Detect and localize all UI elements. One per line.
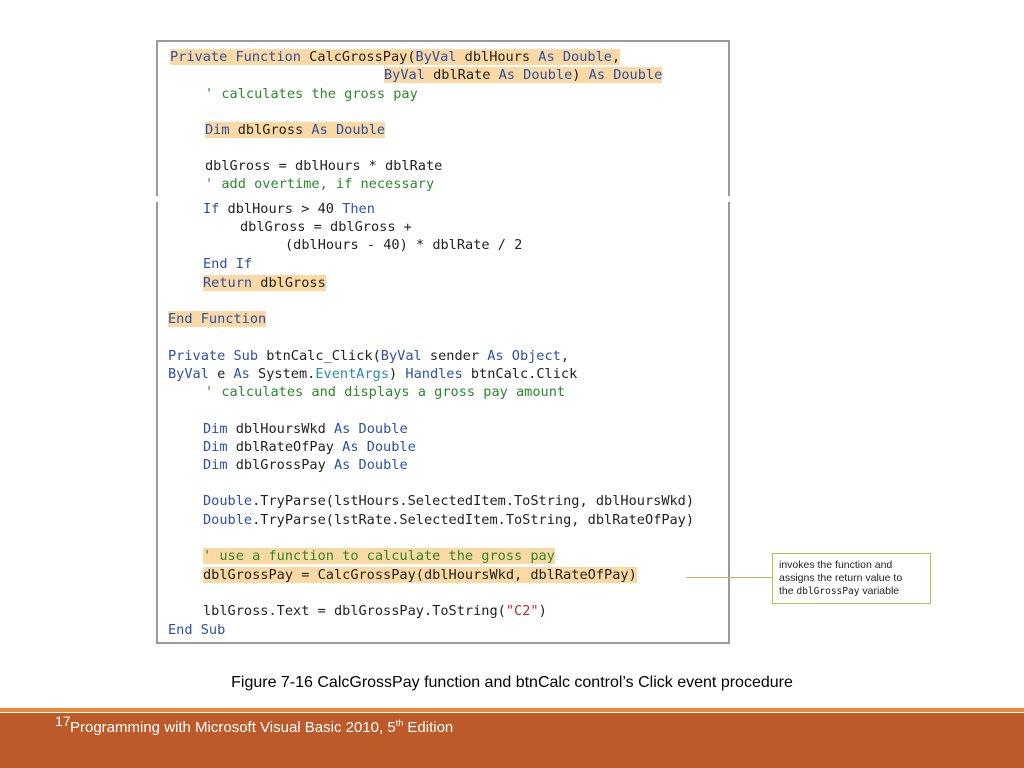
code-line-assign-gross: dblGross = dblHours * dblRate: [205, 158, 443, 174]
invoke-text: dblGrossPay = CalcGrossPay(dblHoursWkd, dblRateOfPay): [203, 567, 637, 583]
keyword: As Double: [311, 122, 386, 138]
keyword: As Double: [498, 67, 573, 83]
end-function-text: End Function: [168, 311, 267, 327]
code-line-end-sub: End Sub: [168, 622, 226, 638]
keyword: ByVal: [415, 49, 457, 65]
code-line-function-signature-1: [170, 48, 620, 66]
code-line-return: [203, 274, 326, 292]
code-line-overtime-assign: dblGross = dblGross +: [240, 219, 412, 235]
type-name: EventArgs: [315, 366, 390, 382]
code-line-sub-signature-1: [168, 347, 569, 365]
footer-title-end: Edition: [403, 719, 454, 736]
code-line-dim-grosspay: [203, 456, 408, 474]
code-line-dim-dblgross: [205, 121, 385, 139]
callout-box: [772, 553, 931, 604]
punctuation: ,: [611, 49, 621, 65]
keyword: Dim: [203, 457, 228, 473]
footer-bar: [0, 713, 1024, 768]
identifier: dblRateOfPay: [227, 439, 343, 455]
punctuation: ): [389, 366, 398, 382]
footer-title-main: Programming with Microsoft Visual Basic 2010, 5: [70, 719, 396, 736]
comment-text: ' use a function to calculate the gross pay: [203, 548, 555, 564]
keyword: As Double: [333, 457, 408, 473]
callout-text-2: assigns the return value to: [779, 572, 903, 584]
code-line-dim-rateofpay: [203, 438, 416, 456]
keyword: As Double: [333, 421, 408, 437]
keyword: As: [233, 366, 250, 382]
keyword: As Double: [580, 67, 663, 83]
code-line-sub-signature-2: [168, 365, 577, 383]
code-line-function-signature-2: [384, 66, 662, 84]
identifier: dblHours > 40: [219, 201, 343, 217]
footer-title: [70, 718, 453, 736]
identifier: .TryParse(lstRate.SelectedItem.ToString, dblRateOfPay): [252, 512, 695, 528]
punctuation: ): [572, 67, 581, 83]
keyword: Dim: [205, 122, 230, 138]
identifier: btnCalc.Click: [462, 366, 578, 382]
code-line-invoke-function: [203, 566, 637, 584]
code-comment-overtime: ' add overtime, if necessary: [205, 176, 435, 192]
keyword: As Double: [538, 49, 612, 65]
figure-caption: Figure 7-16 CalcGrossPay function and btnCalc control’s Click event procedure: [231, 674, 793, 691]
keyword: Handles: [397, 366, 463, 382]
identifier: dblRate: [424, 67, 499, 83]
panel-border-break-left: [154, 196, 158, 202]
identifier: System.: [249, 366, 316, 382]
identifier: lblGross.Text = dblGrossPay.ToString(: [203, 603, 506, 619]
keyword: Double: [203, 512, 253, 528]
keyword: Double: [203, 493, 253, 509]
panel-border-break-right: [728, 196, 732, 202]
callout-leader-line: [686, 577, 772, 578]
code-line-overtime-expr: (dblHours - 40) * dblRate / 2: [285, 237, 523, 253]
footer-rule: [0, 708, 1024, 712]
footer-title-sup: th: [395, 718, 404, 728]
code-line-set-label: [203, 602, 547, 620]
slide-number: 17: [55, 713, 71, 729]
keyword: Private Function: [170, 49, 301, 65]
code-line-end-if: End If: [203, 256, 253, 272]
keyword: Return: [203, 275, 253, 291]
keyword: Dim: [203, 421, 228, 437]
code-line-dim-hourswkd: [203, 420, 408, 438]
callout-text-3c: variable: [859, 585, 900, 597]
callout-variable-name: dblGrossPay: [796, 586, 860, 597]
keyword: As Double: [342, 439, 416, 455]
identifier: CalcGrossPay(: [300, 49, 416, 65]
code-line-if: [203, 200, 375, 218]
code-line-tryparse-rate: [203, 511, 694, 529]
keyword: Private Sub: [168, 348, 259, 364]
identifier: dblGross: [229, 122, 312, 138]
string-literal: "C2": [505, 603, 539, 619]
identifier: sender: [421, 348, 488, 364]
punctuation: ): [538, 603, 547, 619]
code-line-end-function: [168, 310, 266, 328]
identifier: dblGross: [252, 275, 326, 291]
callout-text-3a: the: [779, 585, 797, 597]
callout-text-3: [779, 585, 924, 598]
punctuation: ,: [560, 348, 570, 364]
identifier: dblHoursWkd: [227, 421, 334, 437]
identifier: e: [208, 366, 234, 382]
keyword: Dim: [203, 439, 228, 455]
code-comment-calculates-displays: ' calculates and displays a gross pay amount: [205, 384, 566, 400]
identifier: dblHours: [456, 49, 539, 65]
code-line-tryparse-hours: [203, 492, 694, 510]
code-comment-use-function: [203, 547, 555, 565]
keyword: ByVal: [384, 67, 425, 83]
identifier: .TryParse(lstHours.SelectedItem.ToString, dblHoursWkd): [252, 493, 695, 509]
code-comment-calculates-gross: ' calculates the gross pay: [205, 86, 418, 102]
callout-text-1: invokes the function and: [779, 559, 893, 571]
keyword: As Object: [487, 348, 561, 364]
keyword: ByVal: [380, 348, 422, 364]
identifier: dblGrossPay: [227, 457, 334, 473]
keyword: ByVal: [168, 366, 209, 382]
identifier: btnCalc_Click(: [258, 348, 381, 364]
keyword: Then: [342, 201, 375, 217]
keyword: If: [203, 201, 220, 217]
